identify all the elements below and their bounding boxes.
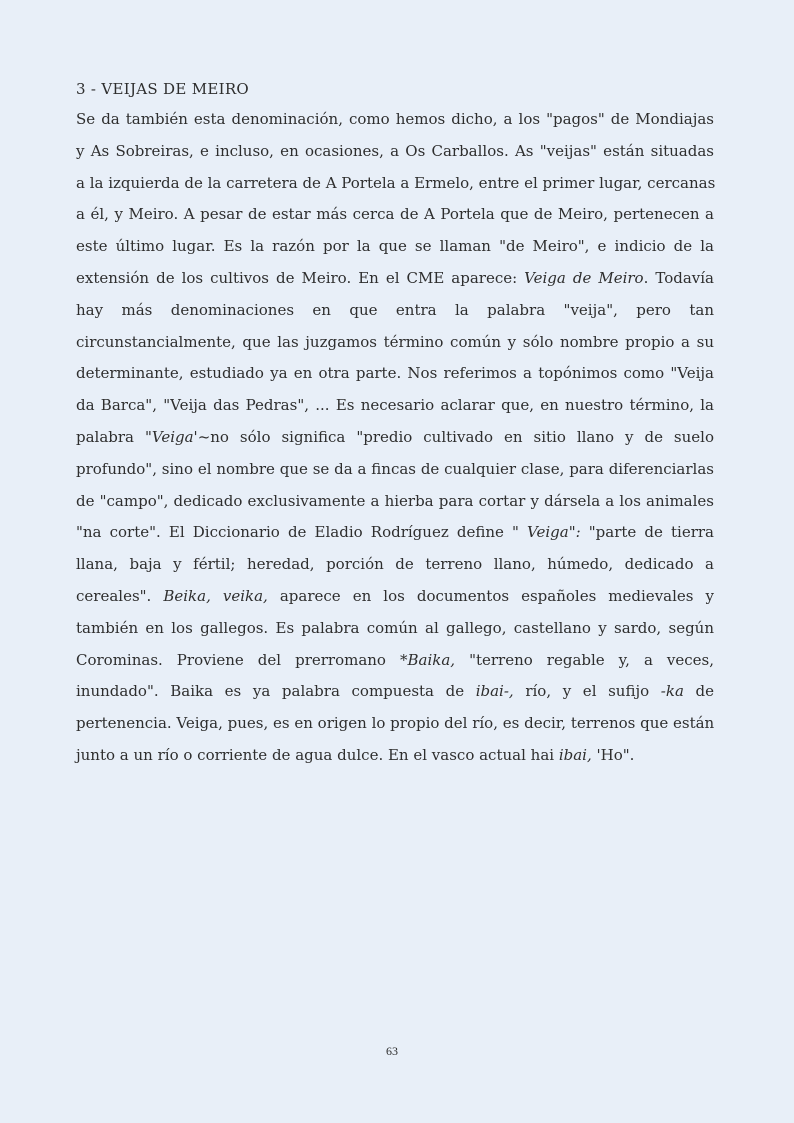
text-line [76,358,714,390]
text-line [76,327,714,359]
text-line [76,581,714,613]
italic-term: Veiga": [527,523,581,542]
text-segment: determinante, estudiado ya en otra parte. Nos referimos a topónimos como "Veija [76,364,714,383]
text-segment: profundo", sino el nombre que se da a fincas de cualquier clase, para diferenciarlas [76,459,714,478]
text-segment: aparece en los documentos españoles medievales y [267,586,714,605]
text-line [76,422,714,454]
text-segment: inundado". Baika es ya palabra compuesta de [76,682,476,701]
italic-term: Veiga de Meiro [524,268,644,287]
text-line [76,231,714,263]
text-segment: ~no sólo significa "predio cultivado en sitio llano y de suelo [197,427,714,446]
italic-term: Beika, veika, [163,586,268,605]
text-line [76,454,714,486]
text-segment: "terreno regable y, a veces, [455,650,714,669]
text-segment: circunstancialmente, que las juzgamos término común y sólo nombre propio a su [76,332,714,351]
text-line [76,549,714,581]
text-segment: de "campo", dedicado exclusivamente a hierba para cortar y dársela a los animales [76,491,714,510]
italic-term: ibai, [558,745,592,764]
text-segment: "parte de tierra [580,523,714,542]
text-segment: este último lugar. Es la razón por la que se llaman "de Meiro", e indicio de la [76,237,714,256]
text-segment: de [683,682,714,701]
text-line [76,136,714,168]
text-segment: cereales". [76,586,164,605]
page-number: 63 [386,1044,398,1058]
italic-term: "Veiga' [144,427,198,446]
text-segment: junto a un río o corriente de agua dulce. En el vasco actual hai [76,745,559,764]
text-line [76,295,714,327]
text-segment: y As Sobreiras, e incluso, en ocasiones, a Os Carballos. As "veijas" están situadas [76,141,714,160]
text-line [76,708,714,740]
text-line [76,390,714,422]
text-line [76,676,714,708]
section-heading: 3 - VEIJAS DE MEIRO [76,80,250,98]
italic-term: ibai-, [475,682,514,701]
text-segment: llana, baja y fértil; heredad, porción de terreno llano, húmedo, dedicado a [76,555,714,574]
text-segment: Corominas. Proviene del prerromano [76,650,400,669]
body-paragraph [76,104,714,772]
text-line [76,645,714,677]
text-segment: "na corte". El Diccionario de Eladio Rodríguez define " [76,523,528,542]
text-line [76,486,714,518]
text-segment: a la izquierda de la carretera de A Portela a Ermelo, entre el primer lugar, cercanas [76,173,716,192]
text-line [76,168,714,200]
text-line [76,613,714,645]
text-line [76,199,714,231]
text-line [76,104,714,136]
text-segment: río, y el sufijo [513,682,661,701]
text-segment: Se da también esta denominación, como hemos dicho, a los "pagos" de Mondiajas [76,110,714,128]
text-line [76,517,714,549]
text-segment: . Todavía [643,268,714,287]
italic-term: *Baika, [399,650,456,669]
text-line [76,740,714,772]
text-segment: da Barca", "Veija das Pedras", ... Es necesario aclarar que, en nuestro término, la [76,396,714,415]
text-segment: hay más denominaciones en que entra la palabra "veija", pero tan [76,300,714,319]
text-segment: palabra [76,427,145,446]
text-segment: a él, y Meiro. A pesar de estar más cerca de A Portela que de Meiro, pertenecen a [76,205,714,224]
text-segment: extensión de los cultivos de Meiro. En el CME aparece: [76,268,525,287]
text-line [76,263,714,295]
italic-term: -ka [660,682,684,701]
text-segment: pertenencia. Veiga, pues, es en origen lo propio del río, es decir, terrenos que están [76,714,715,733]
text-segment: también en los gallegos. Es palabra común al gallego, castellano y sardo, según [76,618,714,637]
text-segment: 'Ho". [591,745,635,764]
